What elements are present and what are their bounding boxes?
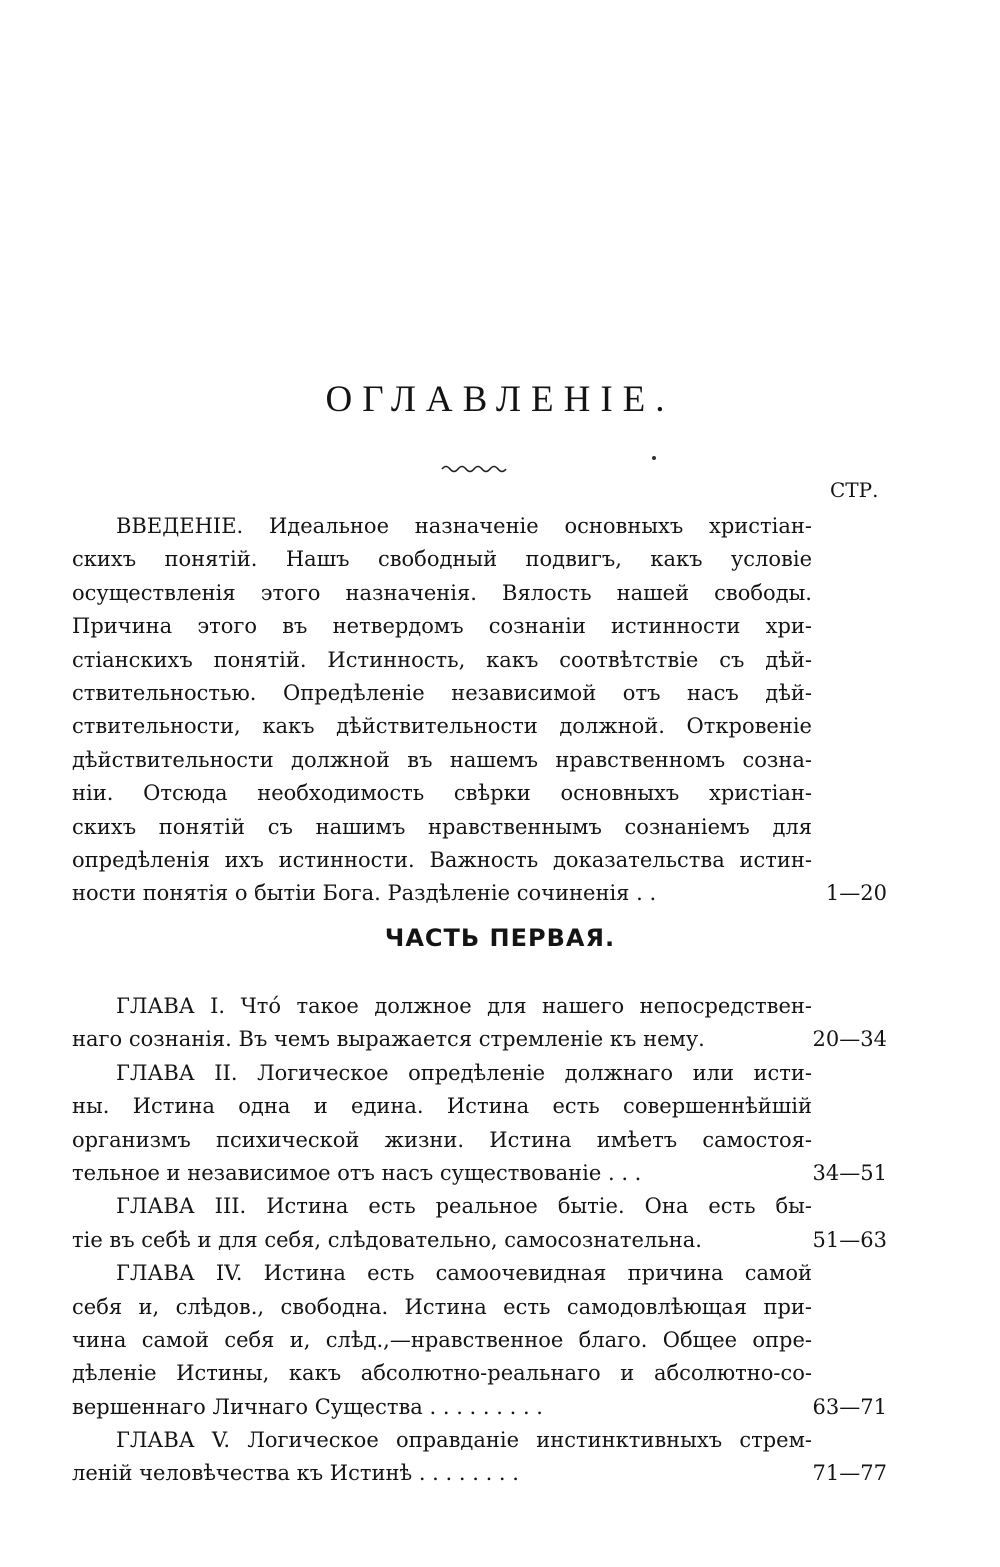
chapter-text: организмъ психической жизни. Истина имѣетъ самостоя-: [72, 1127, 812, 1152]
introduction-text: скихъ понятій. Нашъ свободный подвигъ, какъ условіе: [72, 547, 812, 572]
chapter-line: [72, 1190, 892, 1223]
chapter-page-range: 71—77: [812, 1461, 887, 1486]
chapter-text: ГЛАВА V. Логическое оправданіе инстинктивныхъ стрем-: [116, 1428, 812, 1453]
chapter-entry: [72, 1257, 892, 1424]
chapter-text: ны. Истина одна и едина. Истина есть совершеннѣйшій: [72, 1094, 812, 1119]
introduction-entry: [72, 510, 892, 911]
chapter-line: [72, 1424, 892, 1457]
part-heading: ЧАСТЬ ПЕРВАЯ.: [384, 924, 616, 952]
chapter-entry: [72, 990, 892, 1057]
introduction-text: ствительности, какъ дѣйствительности должной. Откровеніе: [72, 714, 812, 739]
page-column-label: СТР.: [830, 478, 879, 502]
introduction-text: стіанскихъ понятій. Истинность, какъ соотвѣтствіе съ дѣй-: [72, 647, 812, 672]
chapter-line: [72, 1124, 892, 1157]
chapter-line: [72, 1224, 892, 1257]
chapter-text: ГЛАВА III. Истина есть реальное бытіе. Она есть бы-: [116, 1194, 812, 1219]
introduction-line: [72, 677, 892, 710]
chapter-line: [72, 1457, 892, 1490]
chapter-text: ГЛАВА I. Чтó такое должное для нашего непосредствен-: [116, 994, 812, 1018]
chapter-page-range: 63—71: [812, 1394, 887, 1419]
introduction-line: [72, 543, 892, 576]
introduction-line: [72, 644, 892, 677]
chapter-text: чина самой себя и, слѣд.,—нравственное благо. Общее опре-: [72, 1327, 812, 1352]
chapter-entry: [72, 1424, 892, 1491]
introduction-line: [72, 777, 892, 810]
introduction-text: ВВЕДЕНІЕ. Идеальное назначеніе основныхъ христіан-: [116, 514, 812, 538]
chapter-text: леній человѣчества къ Истинѣ . . . . . . . .: [72, 1461, 519, 1486]
chapter-page-range: 20—34: [812, 1027, 887, 1052]
introduction-line: [72, 844, 892, 877]
chapter-line: [72, 1090, 892, 1123]
introduction-text: осуществленія этого назначенія. Вялость нашей свободы.: [72, 580, 812, 605]
introduction-line: [72, 811, 892, 844]
chapter-text: ГЛАВА IV. Истина есть самоочевидная причина самой: [116, 1261, 812, 1286]
introduction-text: ствительностью. Опредѣленіе независимой отъ насъ дѣй-: [72, 680, 812, 705]
chapter-line: [72, 1391, 892, 1424]
chapter-text: дѣленіе Истины, какъ абсолютно-реальнаго и абсолютно-со-: [72, 1361, 812, 1386]
introduction-text: Причина этого въ нетвердомъ сознаніи истинности хри-: [72, 614, 812, 639]
chapter-text: наго сознанія. Въ чемъ выражается стремленіе къ нему.: [72, 1027, 705, 1052]
introduction-line: [72, 710, 892, 743]
chapter-page-range: 51—63: [812, 1227, 887, 1252]
introduction-text: скихъ понятій съ нашимъ нравственнымъ сознаніемъ для: [72, 814, 812, 839]
introduction-text: ности понятія о бытіи Бога. Раздѣленіе сочиненія . .: [72, 881, 657, 906]
chapter-text: тіе въ себѣ и для себя, слѣдовательно, самосознательна.: [72, 1227, 702, 1252]
introduction-line: [72, 610, 892, 643]
chapter-line: [72, 1291, 892, 1324]
introduction-text: дѣйствительности должной въ нашемъ нравственномъ созна-: [72, 747, 812, 772]
chapter-list: [72, 990, 892, 1491]
introduction-text: опредѣленія ихъ истинности. Важность доказательства истин-: [72, 847, 812, 872]
stray-dot: [652, 456, 656, 460]
chapter-text: вершеннаго Личнаго Существа . . . . . . . . .: [72, 1394, 543, 1419]
page-title: ОГЛАВЛЕНІЕ.: [325, 379, 675, 420]
chapter-line: [72, 1257, 892, 1290]
chapter-line: [72, 1157, 892, 1190]
chapter-text: ГЛАВА II. Логическое опредѣленіе должнаго или исти-: [116, 1060, 812, 1085]
chapter-text: тельное и независимое отъ насъ существованіе . . .: [72, 1160, 642, 1185]
introduction-line: [72, 877, 892, 910]
chapter-line: [72, 990, 892, 1023]
introduction-text: ніи. Отсюда необходимость свѣрки основныхъ христіан-: [72, 781, 812, 806]
chapter-entry: [72, 1057, 892, 1191]
chapter-entry: [72, 1190, 892, 1257]
chapter-line: [72, 1057, 892, 1090]
tilde-ornament-icon: [440, 462, 510, 474]
chapter-line: [72, 1023, 892, 1056]
introduction-line: [72, 577, 892, 610]
chapter-line: [72, 1324, 892, 1357]
chapter-text: себя и, слѣдов., свободна. Истина есть самодовлѣющая при-: [72, 1294, 812, 1319]
introduction-page-range: 1—20: [825, 881, 887, 906]
chapter-page-range: 34—51: [812, 1160, 887, 1185]
chapter-line: [72, 1357, 892, 1390]
introduction-line: [72, 744, 892, 777]
introduction-line: [72, 510, 892, 543]
